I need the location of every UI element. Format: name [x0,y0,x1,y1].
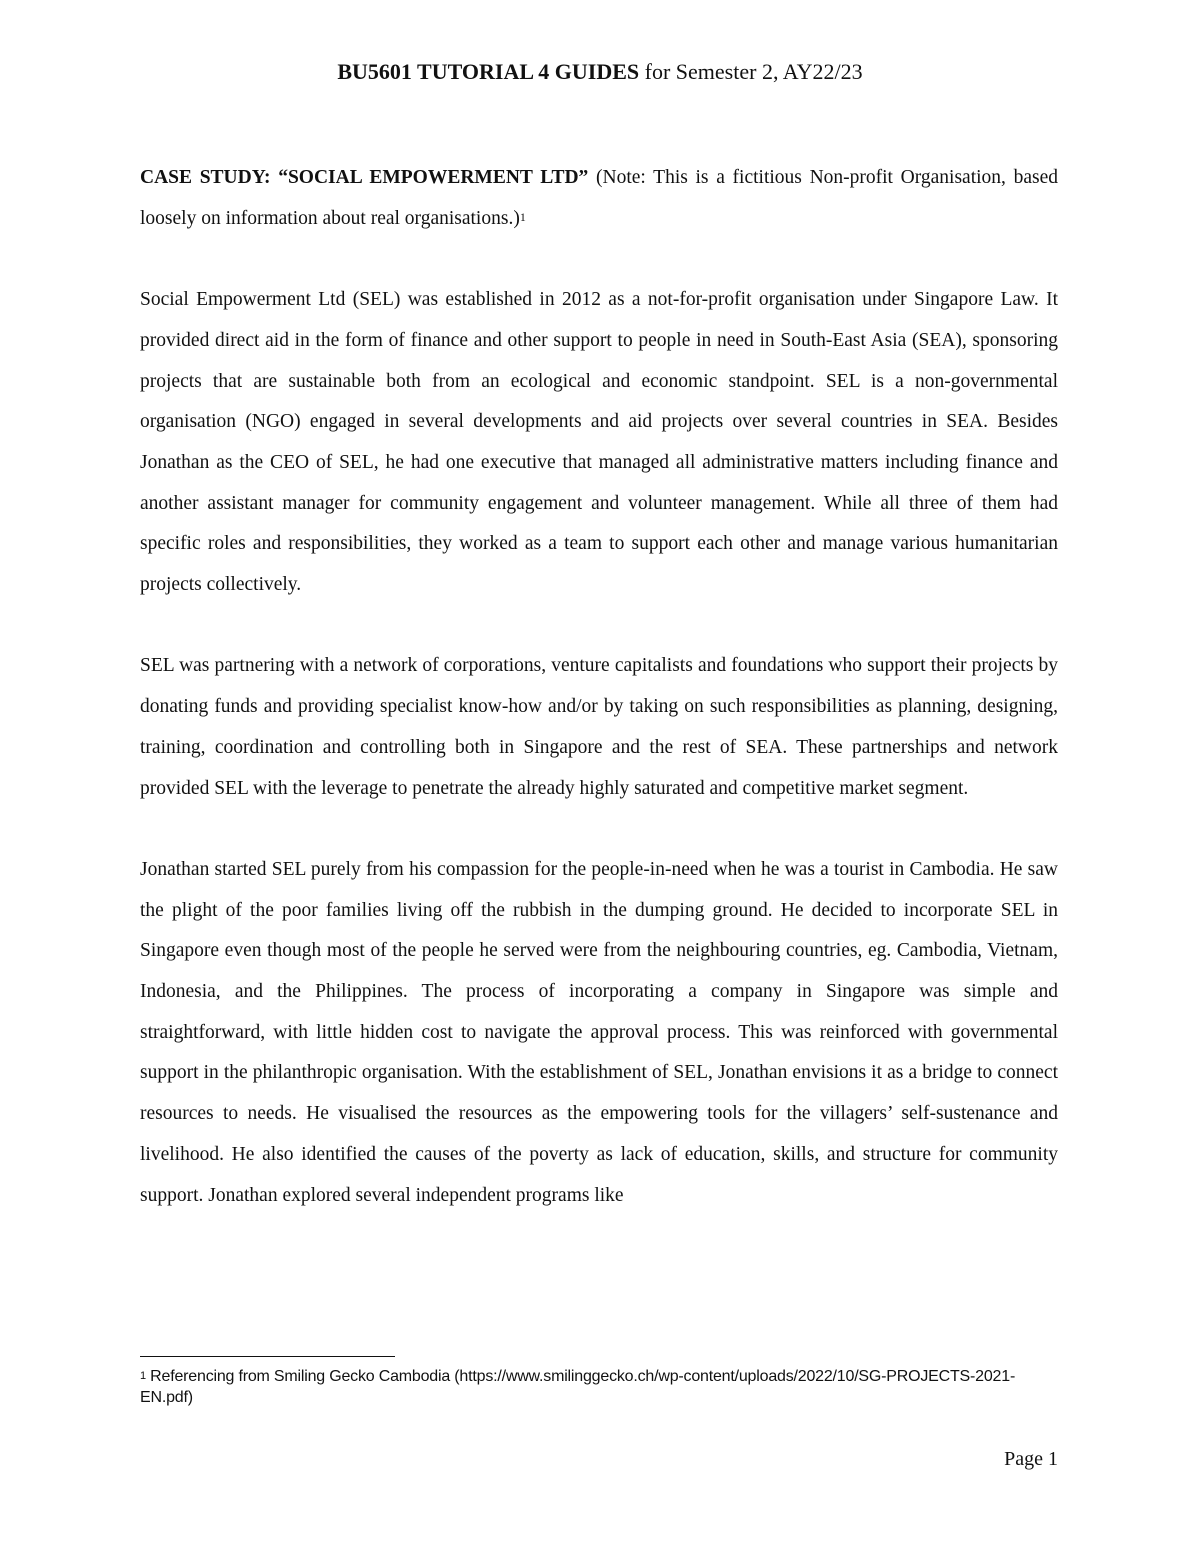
paragraph-gap [140,809,1058,850]
footnote-mark: 1 [140,1370,146,1382]
paragraph-3: Jonathan started SEL purely from his compassion for the people-in-need when he was a tourist in Cambodia. He saw the plight of the poor families living off the rubbish in the dumping ground. He decided to incorporate SEL in Singapore even though most of the people he served were from the neighbouring countries, eg. Cambodia, Vietnam, Indonesia, and the Philippines. The process of incorporating a company in Singapore was simple and straightforward, with little hidden cost to navigate the approval process. This was reinforced with governmental support in the philanthropic organisation. With the establishment of SEL, Jonathan envisions it as a bridge to connect resources to needs. He visualised the resources as the empowering tools for the villagers’ self-sustenance and livelihood. He also identified the causes of the poverty as lack of education, skills, and structure for community support. Jonathan explored several independent programs like [140,858,1058,1206]
case-note: (Note: This is a fictitious Non-profit Organisation, based loosely on information about real organisations.) [140,167,1059,229]
page-number: Page 1 [1004,1448,1058,1470]
document-heading [0,56,1200,88]
case-intro [140,158,1058,239]
paragraph-gap [140,606,1058,647]
paragraph-2: SEL was partnering with a network of corporations, venture capitalists and foundations who support their projects by donating funds and providing specialist know-how and/or by taking on such responsibilities as planning, designing, training, coordination and controlling both in Singapore and the rest of SEA. These partnerships and network provided SEL with the leverage to penetrate the already highly saturated and competitive market segment. [140,655,1058,799]
paragraph-1: Social Empowerment Ltd (SEL) was established in 2012 as a not-for-profit organisation under Singapore Law. It provided direct aid in the form of finance and other support to people in need in South-East Asia (SEA), sponsoring projects that are sustainable both from an ecological and economic standpoint. SEL is a non-governmental organisation (NGO) engaged in several developments and aid projects over several countries in SEA. Besides Jonathan as the CEO of SEL, he had one executive that managed all administrative matters including finance and another assistant manager for community engagement and volunteer management. While all three of them had specific roles and responsibilities, they worked as a team to support each other and manage various humanitarian projects collectively. [140,289,1058,596]
footnote-divider [140,1356,395,1357]
paragraph-gap [140,239,1058,280]
case-study-title: CASE STUDY: “SOCIAL EMPOWERMENT LTD” [140,167,589,188]
footnote-reference: 1 [519,209,526,224]
footnote [140,1366,1058,1408]
semester-label: for Semester 2, AY22/23 [639,59,863,84]
document-body [140,158,1058,1216]
course-title: BU5601 TUTORIAL 4 GUIDES [337,59,640,84]
footnote-text: Referencing from Smiling Gecko Cambodia (https://www.smilinggecko.ch/wp-content/uploads/2022/10/SG-PROJECTS-2021-EN.pdf) [140,1368,1016,1406]
